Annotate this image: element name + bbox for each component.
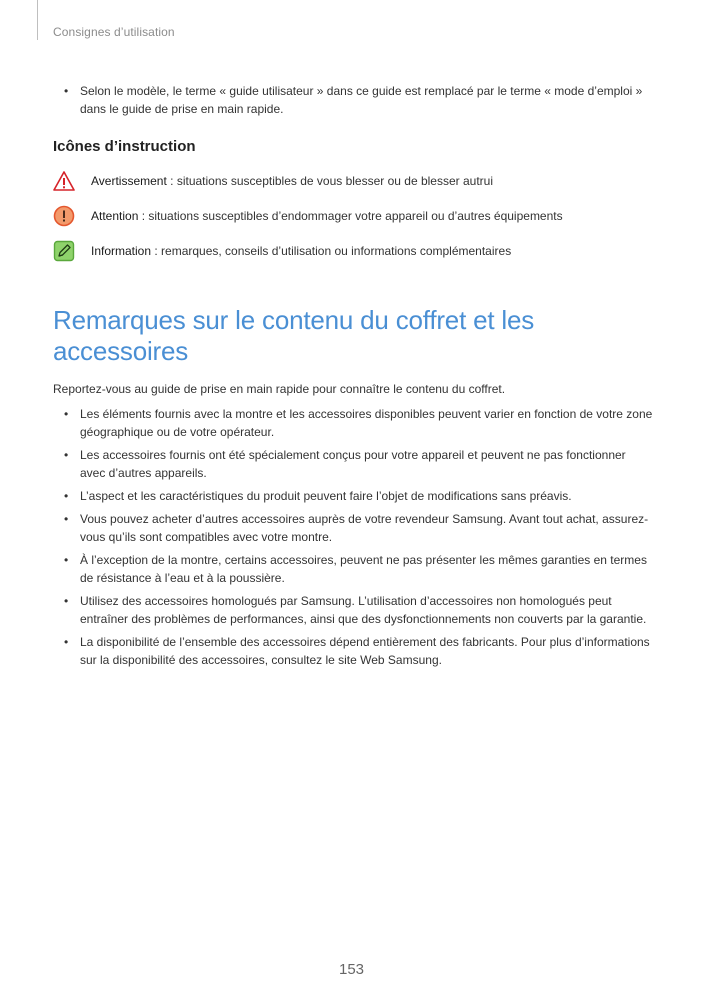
bullet-dot: •	[64, 594, 69, 608]
list-item-text: Les éléments fournis avec la montre et les accessoires disponibles peuvent varier en fonction de votre zone géographique ou de votre opérateur.	[80, 407, 653, 439]
icon-text: : remarques, conseils d’utilisation ou informations complémentaires	[151, 244, 512, 258]
instruction-icons-list	[53, 170, 673, 275]
list-item-text: À l’exception de la montre, certains accessoires, peuvent ne pas présenter les mêmes garanties en termes de résistance à l’eau et à la poussière.	[80, 553, 647, 585]
bullet-dot: •	[64, 635, 69, 649]
icon-label: Attention	[91, 209, 139, 223]
instruction-icons-heading: Icônes d’instruction	[53, 138, 196, 155]
icon-row-caution	[53, 205, 673, 240]
list-item	[53, 592, 653, 628]
list-item-text: Utilisez des accessoires homologués par Samsung. L’utilisation d’accessoires non homologués peut entraîner des problèmes de performances, ainsi que des dysfonctionnements non couverts par la garantie.	[80, 594, 647, 626]
section-title: Remarques sur le contenu du coffret et les accessoires	[53, 305, 535, 366]
icon-label: Information	[91, 244, 152, 258]
icon-text: : situations susceptibles de vous blesser ou de blesser autrui	[166, 174, 493, 188]
list-item-text: Vous pouvez acheter d’autres accessoires auprès de votre revendeur Samsung. Avant tout achat, assurez-vous qu’ils sont compatibles avec votre montre.	[80, 512, 649, 544]
list-item	[53, 633, 653, 669]
list-item	[53, 487, 653, 505]
bullet-dot: •	[64, 407, 69, 421]
list-item	[53, 551, 653, 587]
section-intro: Reportez-vous au guide de prise en main rapide pour connaître le contenu du coffret.	[53, 382, 506, 396]
warning-triangle-icon	[53, 170, 75, 192]
header-rule	[37, 0, 38, 40]
list-item-text: La disponibilité de l’ensemble des accessoires dépend entièrement des fabricants. Pour plus d’informations sur la disponibilité des accessoires, consultez le site Web Samsung.	[80, 635, 650, 667]
bullet-dot: •	[64, 512, 69, 526]
icon-label: Avertissement	[91, 174, 167, 188]
caution-circle-icon	[53, 205, 75, 227]
icon-description	[91, 208, 563, 224]
page-number: 153	[338, 961, 365, 978]
top-bullet-list	[53, 82, 653, 123]
bullet-dot: •	[64, 553, 69, 567]
note-pencil-icon	[53, 240, 75, 262]
list-item	[53, 82, 653, 118]
running-head: Consignes d’utilisation	[53, 25, 175, 39]
icon-row-information	[53, 240, 673, 275]
icon-row-warning	[53, 170, 673, 205]
list-item-text: L’aspect et les caractéristiques du produit peuvent faire l’objet de modifications sans préavis.	[80, 489, 572, 503]
list-item	[53, 405, 653, 441]
bullet-dot: •	[64, 489, 69, 503]
list-item	[53, 446, 653, 482]
list-item	[53, 510, 653, 546]
bullet-dot: •	[64, 448, 69, 462]
icon-description	[91, 173, 493, 189]
list-item-text: Les accessoires fournis ont été spécialement conçus pour votre appareil et peuvent ne pas fonctionner avec d’autres appareils.	[80, 448, 626, 480]
accessories-bullet-list	[53, 405, 653, 674]
list-item-text: Selon le modèle, le terme « guide utilisateur » dans ce guide est remplacé par le terme « mode d’emploi » dans le guide de prise en main rapide.	[80, 84, 643, 116]
icon-description	[91, 243, 511, 259]
icon-text: : situations susceptibles d’endommager votre appareil ou d’autres équipements	[138, 209, 563, 223]
bullet-dot: •	[64, 84, 69, 98]
